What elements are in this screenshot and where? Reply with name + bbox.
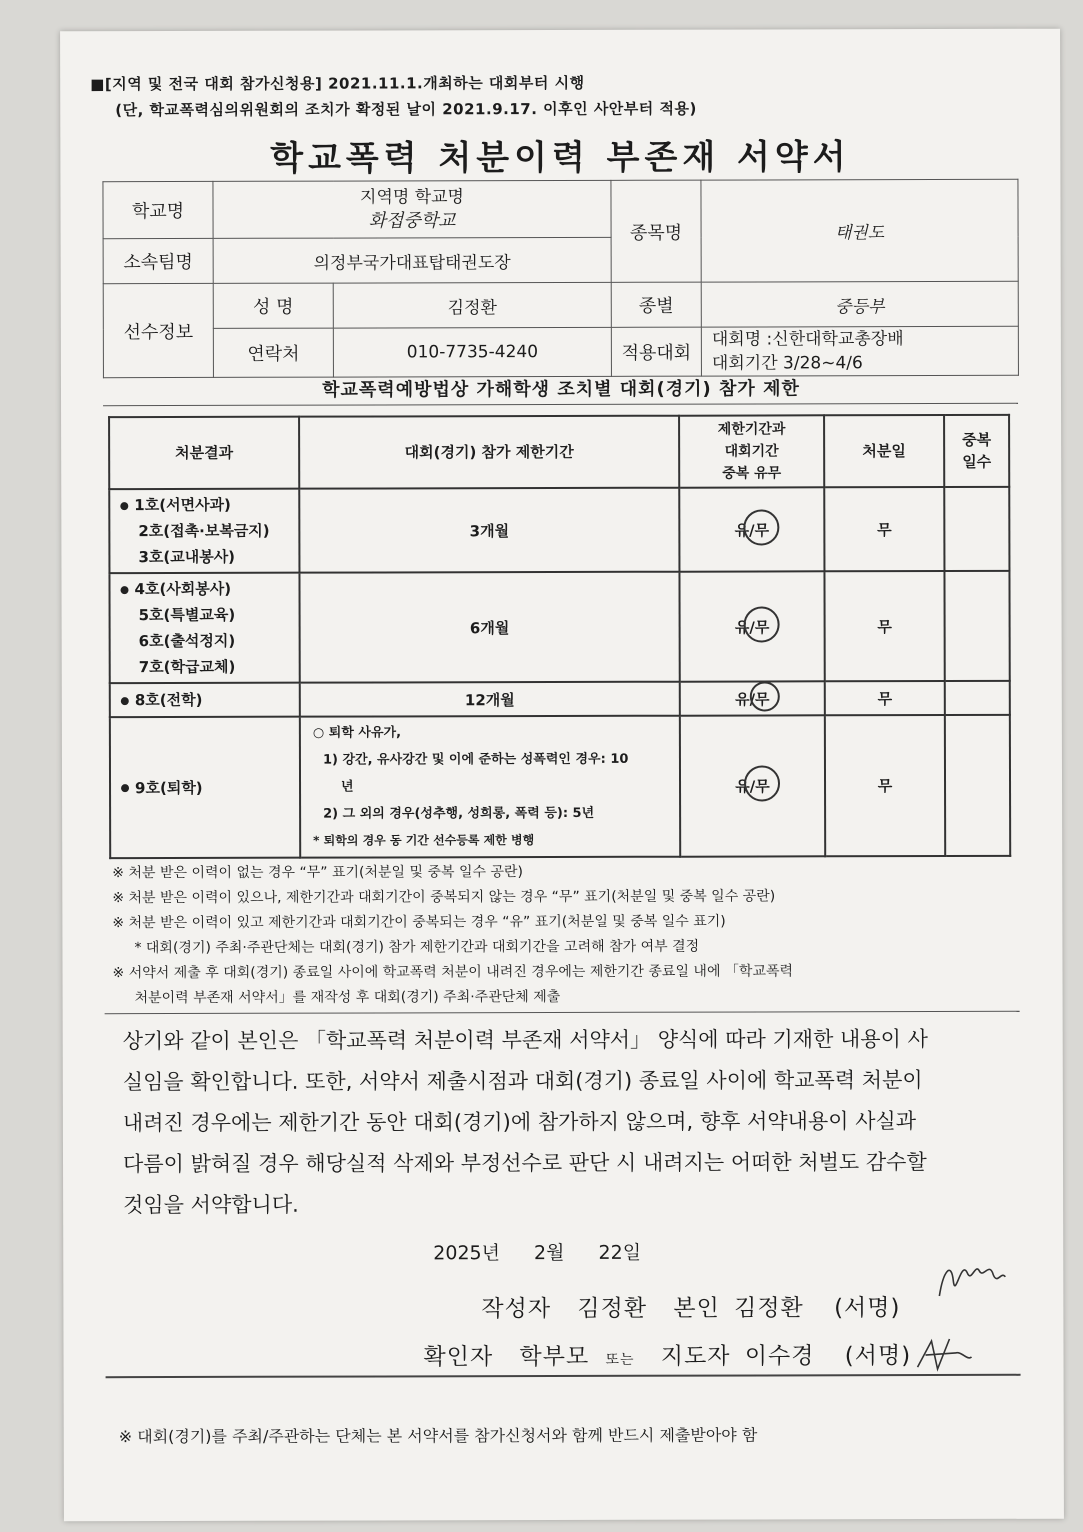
period-cell: 6개월: [299, 572, 679, 683]
handwritten-signature: [931, 1251, 1011, 1311]
pledge-line: 내려진 경우에는 제한기간 동안 대회(경기)에 참가하지 않으며, 향후 서약내용이 사실과: [122, 1109, 917, 1136]
contact-value: 010-7735-4240: [333, 327, 611, 377]
self-label: 본인: [673, 1295, 720, 1322]
overlap-value: 유/무: [734, 617, 770, 637]
list-item: 1호(서면사과): [120, 492, 294, 518]
list-item: 3호(교내봉사): [138, 547, 236, 567]
or-label: 또는: [605, 1351, 635, 1368]
overlap-cell: [679, 571, 824, 681]
date-cell: 무: [824, 571, 944, 681]
date-cell: 무: [825, 681, 945, 715]
period-cell: 12개월: [300, 682, 680, 717]
confirmer-signature-line: [423, 1337, 929, 1371]
overlap-value: 유/무: [734, 520, 770, 540]
header-condition: (단, 학교폭력심의위원회의 조치가 확정된 날이 2021.9.17. 이후인 사안부터 적용): [115, 99, 697, 120]
sport-value: 태권도: [701, 179, 1018, 282]
overlap-cell: [679, 487, 824, 571]
restriction-subheading: 학교폭력예방법상 가해학생 조치별 대회(경기) 참가 제한: [322, 378, 800, 401]
event-name: 대회명 :신한대학교총장배: [711, 329, 904, 350]
expulsion-line: 2) 그 외의 경우(성추행, 성희롱, 폭력 등): 5년: [323, 805, 595, 822]
confirmer-label: 확인자: [423, 1344, 494, 1371]
date-cell: 무: [824, 487, 944, 571]
pledge-line: 실임을 확인합니다. 또한, 서약서 제출시점과 대회(경기) 종료일 사이에 학교폭력 처분이: [122, 1068, 923, 1095]
pledge-date: [433, 1238, 669, 1266]
team-value: 의정부국가대표탑태권도장: [213, 237, 611, 283]
list-item: 6호(출석정지): [138, 631, 236, 651]
school-label: 학교명: [103, 181, 213, 238]
overlap-value: 유/무: [735, 689, 770, 709]
note-line: ※ 서약서 제출 후 대회(경기) 종료일 사이에 학교폭력 처분이 내려진 경우에는 제한기간 종료일 내에 「학교폭력: [112, 963, 794, 982]
event-cell: [701, 326, 1018, 376]
list-item: 5호(특별교육): [138, 605, 236, 625]
applicant-info-table: [102, 179, 1019, 378]
document-title: 학교폭력 처분이력 부존재 서약서: [270, 137, 851, 179]
header-overlap: 제한기간과 대회기간 중복 유무: [679, 415, 824, 487]
list-item: 2호(접촉·보복금지): [138, 521, 270, 541]
disciplinary-table: [108, 414, 1011, 859]
name-value: 김정환: [333, 282, 611, 328]
days-cell: [945, 681, 1010, 715]
sport-label: 종목명: [611, 180, 701, 282]
expulsion-line: 년: [341, 779, 354, 795]
notes-section: [112, 859, 1032, 1011]
overlap-value: 유/무: [735, 777, 770, 796]
result-cell: [109, 489, 299, 573]
player-info-label: 선수정보: [103, 283, 213, 377]
list-item: 9호(퇴학): [121, 774, 295, 800]
sign-placeholder: (서명): [844, 1343, 912, 1370]
note-line: ※ 처분 받은 이력이 있고 제한기간과 대회기간이 중복되는 경우 “유” 표기(처분일 및 중복 일수 표기): [112, 913, 726, 932]
note-line: ※ 처분 받은 이력이 없는 경우 “무” 표기(처분일 및 중복 일수 공란): [112, 864, 523, 882]
result-cell: [109, 573, 299, 683]
school-cell: [213, 180, 611, 238]
header-date: 처분일: [824, 415, 944, 487]
overlap-cell: [680, 715, 825, 856]
divider: [103, 403, 1018, 406]
date-day: 22일: [598, 1241, 642, 1264]
circle-mark-icon: [744, 765, 780, 801]
date-month: 2월: [533, 1241, 565, 1265]
self-name: 김정환: [734, 1295, 804, 1322]
circle-mark-icon: [749, 681, 779, 711]
pledge-line: 다름이 밝혀질 경우 해당실적 삭제와 부정선수로 판단 시 내려지는 어떠한 처벌도 감수할: [122, 1150, 927, 1177]
school-hint: 지역명 학교명: [359, 187, 464, 208]
footer-note: ※ 대회(경기)를 주최/주관하는 단체는 본 서약서를 참가신청서와 함께 반드시 제출받아야 함: [118, 1425, 758, 1447]
period-cell: 3개월: [299, 488, 679, 573]
writer-name: 김정환: [577, 1295, 648, 1322]
note-line: * 대회(경기) 주최·주관단체는 대회(경기) 참가 제한기간과 대회기간을 고려해 참가 여부 결정: [134, 938, 700, 957]
expulsion-line: 1) 강간, 유사강간 및 이에 준하는 성폭력인 경우: 10: [322, 751, 629, 768]
sign-placeholder: (서명): [834, 1295, 901, 1322]
days-cell: [945, 715, 1010, 856]
date-year: 2025년: [433, 1242, 500, 1265]
overlap-cell: [680, 681, 825, 715]
circle-mark-icon: [743, 509, 779, 545]
divider: [105, 1011, 1020, 1014]
team-label: 소속팀명: [103, 238, 213, 283]
event-label: 적용대회: [611, 327, 701, 376]
expulsion-line: ○ 퇴학 사유가,: [312, 725, 402, 741]
table-row: [109, 487, 1009, 573]
table-row: [110, 681, 1010, 717]
contact-label: 연락처: [213, 328, 333, 377]
expulsion-period-cell: [300, 716, 680, 858]
header-period: 대회(경기) 참가 제한기간: [299, 416, 679, 489]
name-label: 성 명: [213, 283, 333, 328]
result-cell: [110, 717, 300, 858]
category-label: 종별: [611, 282, 701, 327]
school-value: 화접중학교: [368, 210, 456, 232]
list-item: 4호(사회봉사): [120, 576, 294, 602]
coach-name: 이수경: [744, 1343, 815, 1370]
writer-label: 작성자: [481, 1296, 552, 1323]
category-value: 중등부: [701, 281, 1018, 327]
note-line: 처분이력 부존재 서약서」를 재작성 후 대회(경기) 주최·주관단체 제출: [134, 989, 561, 1007]
pledge-document: [60, 29, 1064, 1522]
table-header-row: [109, 415, 1009, 489]
writer-signature-line: [481, 1289, 918, 1323]
list-item: 7호(학급교체): [138, 657, 236, 677]
event-period: 대회기간 3/28~4/6: [711, 353, 863, 374]
header-days: 중복 일수: [944, 415, 1009, 487]
header-result: 처분결과: [109, 417, 299, 489]
days-cell: [944, 487, 1009, 571]
expulsion-line: * 퇴학의 경우 동 기간 선수등록 제한 병행: [313, 833, 535, 848]
table-row: [110, 715, 1010, 858]
circle-mark-icon: [743, 606, 779, 642]
header-notice: ■[지역 및 전국 대회 참가신청용] 2021.11.1.개최하는 대회부터 시행: [90, 73, 585, 94]
list-item: 8호(전학): [121, 687, 295, 713]
pledge-line: 것임을 서약합니다.: [123, 1192, 299, 1218]
days-cell: [944, 571, 1009, 681]
result-cell: [110, 683, 300, 717]
parent-label: 학부모: [519, 1343, 590, 1371]
note-line: ※ 처분 받은 이력이 있으나, 제한기간과 대회기간이 중복되지 않는 경우 “무” 표기(처분일 및 중복 일수 공란): [112, 888, 776, 907]
pledge-text: [123, 1019, 1004, 1226]
table-row: [109, 571, 1009, 683]
divider: [106, 1374, 1021, 1378]
pledge-line: 상기와 같이 본인은 「학교폭력 처분이력 부존재 서약서」 양식에 따라 기재한 내용이 사: [122, 1027, 928, 1054]
date-cell: 무: [825, 715, 945, 856]
coach-label: 지도자: [660, 1343, 731, 1370]
